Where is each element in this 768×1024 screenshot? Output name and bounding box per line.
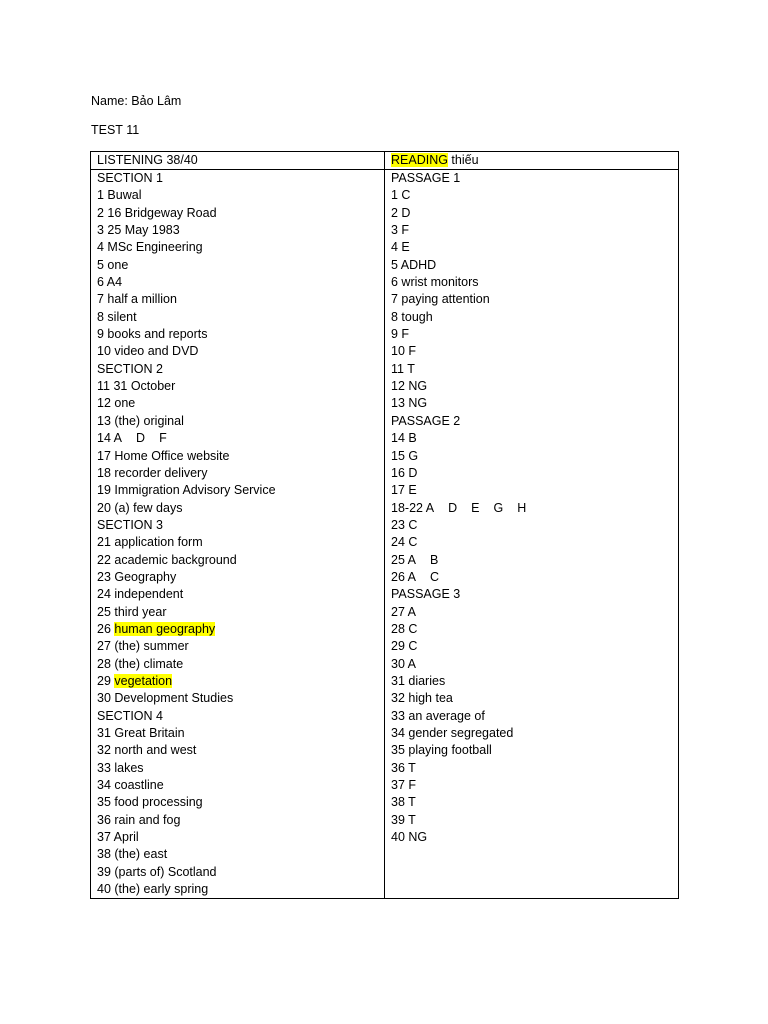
listening-answer-number: 29 <box>97 673 115 688</box>
reading-answer-text: 11 T <box>391 361 415 376</box>
reading-answer-text: 12 NG <box>391 379 428 394</box>
reading-answer-line <box>391 604 672 621</box>
listening-answer-line <box>97 794 378 811</box>
reading-answer-line <box>391 690 672 707</box>
reading-answer-text: 2 D <box>391 205 411 220</box>
listening-answer-line <box>97 222 378 239</box>
reading-answer-text: 30 A <box>391 656 417 671</box>
reading-answer-text: 17 E <box>391 483 417 498</box>
reading-answer-text: 36 T <box>391 760 416 775</box>
listening-answer-text: 39 (parts of) Scotland <box>97 864 217 879</box>
listening-answer-line <box>97 742 378 759</box>
reading-answer-line <box>391 586 672 603</box>
listening-answer-line <box>97 326 378 343</box>
reading-answer-part: 25 A <box>391 552 417 567</box>
reading-answer-part: 18-22 A <box>391 500 435 515</box>
listening-answer-line <box>97 448 378 465</box>
listening-answer-highlighted: vegetation <box>114 673 173 688</box>
listening-answer-line <box>97 361 378 378</box>
listening-answer-text: 20 (a) few days <box>97 500 183 515</box>
listening-answer-line <box>97 517 378 534</box>
student-name: Name: Bảo Lâm <box>91 94 182 108</box>
reading-answer-line <box>391 673 672 690</box>
reading-answer-text: 3 F <box>391 223 410 238</box>
reading-answer-part: E <box>471 500 480 515</box>
listening-answer-text: 3 25 May 1983 <box>97 223 180 238</box>
listening-answer-line <box>97 257 378 274</box>
reading-answer-text: 27 A <box>391 604 417 619</box>
listening-answer-text: 9 books and reports <box>97 327 208 342</box>
listening-answer-line <box>97 430 378 447</box>
listening-answer-line <box>97 812 378 829</box>
listening-answer-line <box>97 274 378 291</box>
listening-answer-text: 11 31 October <box>97 379 176 394</box>
table-body-row <box>91 170 679 899</box>
reading-answer-line <box>391 777 672 794</box>
reading-answer-line <box>391 794 672 811</box>
reading-answer-line <box>391 187 672 204</box>
listening-answer-text: 38 (the) east <box>97 847 168 862</box>
listening-answer-text: 2 16 Bridgeway Road <box>97 205 217 220</box>
listening-answer-text: SECTION 1 <box>97 171 163 185</box>
reading-answer-line <box>391 656 672 673</box>
reading-answer-text: 39 T <box>391 812 416 827</box>
reading-answers-list <box>391 170 672 846</box>
listening-answer-text: 25 third year <box>97 604 167 619</box>
listening-answer-text: 13 (the) original <box>97 413 184 428</box>
reading-answer-line <box>391 725 672 742</box>
listening-answer-line <box>97 395 378 412</box>
listening-answer-line <box>97 777 378 794</box>
listening-answer-line <box>97 656 378 673</box>
reading-header-cell <box>385 152 679 170</box>
reading-answer-line <box>391 205 672 222</box>
listening-answer-line <box>97 465 378 482</box>
listening-answer-text: 23 Geography <box>97 569 177 584</box>
listening-answer-line <box>97 500 378 517</box>
reading-answer-line <box>391 569 672 586</box>
listening-answer-line <box>97 239 378 256</box>
listening-answer-text: 4 MSc Engineering <box>97 240 203 255</box>
reading-answer-text: 35 playing football <box>391 743 492 758</box>
listening-answer-text: 33 lakes <box>97 760 144 775</box>
listening-answer-text: 27 (the) summer <box>97 639 189 654</box>
reading-answer-text: 40 NG <box>391 830 428 845</box>
listening-answer-text: 10 video and DVD <box>97 344 199 359</box>
reading-answer-text: 7 paying attention <box>391 292 490 307</box>
reading-answer-line <box>391 361 672 378</box>
reading-answer-line <box>391 621 672 638</box>
listening-answer-line <box>97 864 378 881</box>
listening-answer-part: D <box>136 431 146 446</box>
listening-answer-line <box>97 309 378 326</box>
reading-answer-text: 28 C <box>391 621 418 636</box>
listening-answer-text: 31 Great Britain <box>97 726 185 740</box>
reading-answer-text: 8 tough <box>391 309 433 324</box>
reading-answer-text: 31 diaries <box>391 673 446 688</box>
listening-answer-line <box>97 690 378 707</box>
listening-answer-line <box>97 552 378 569</box>
reading-answer-part: G <box>493 500 504 515</box>
reading-answer-line <box>391 448 672 465</box>
reading-answer-text: 4 E <box>391 240 410 255</box>
reading-answer-text: 9 F <box>391 327 410 342</box>
listening-answer-line <box>97 881 378 898</box>
listening-answer-line <box>97 187 378 204</box>
reading-answer-line <box>391 378 672 395</box>
listening-answer-text: 19 Immigration Advisory Service <box>97 483 276 498</box>
reading-answer-text: 1 C <box>391 188 411 203</box>
listening-answer-line <box>97 673 378 690</box>
listening-answer-line <box>97 482 378 499</box>
reading-answer-line <box>391 395 672 412</box>
reading-answers-cell <box>385 170 679 899</box>
reading-answer-text: 13 NG <box>391 396 428 411</box>
listening-answer-text: 18 recorder delivery <box>97 465 208 480</box>
listening-answer-number: 26 <box>97 621 115 636</box>
listening-answer-part: 14 A <box>97 431 123 446</box>
listening-answer-line <box>97 205 378 222</box>
reading-answer-text: 10 F <box>391 344 417 359</box>
reading-answer-text: PASSAGE 3 <box>391 587 461 602</box>
listening-answer-text: 30 Development Studies <box>97 691 234 706</box>
reading-answer-line <box>391 552 672 569</box>
listening-answer-line <box>97 291 378 308</box>
listening-answer-text: 35 food processing <box>97 795 203 810</box>
listening-answer-line <box>97 846 378 863</box>
listening-answer-text: 17 Home Office website <box>97 448 230 463</box>
reading-header-note: thiếu <box>447 153 479 167</box>
listening-answer-line <box>97 343 378 360</box>
reading-answer-line <box>391 500 672 517</box>
listening-answer-text: 32 north and west <box>97 743 197 758</box>
listening-answer-highlighted: human geography <box>114 621 216 636</box>
listening-answer-line <box>97 170 378 187</box>
listening-answer-line <box>97 534 378 551</box>
reading-answer-text: PASSAGE 2 <box>391 413 461 428</box>
listening-answer-line <box>97 638 378 655</box>
reading-answer-line <box>391 291 672 308</box>
answer-table <box>90 151 679 899</box>
listening-answer-line <box>97 829 378 846</box>
listening-header: LISTENING 38/40 <box>97 153 198 167</box>
listening-answer-line <box>97 586 378 603</box>
reading-answer-line <box>391 413 672 430</box>
reading-answer-part: B <box>430 552 439 567</box>
reading-answer-text: 37 F <box>391 778 417 793</box>
reading-answer-line <box>391 257 672 274</box>
reading-answer-line <box>391 482 672 499</box>
reading-answer-line <box>391 465 672 482</box>
reading-answer-part: C <box>430 569 440 584</box>
listening-answer-line <box>97 413 378 430</box>
listening-answer-text: SECTION 2 <box>97 361 163 376</box>
reading-answer-part: D <box>448 500 458 515</box>
listening-answer-text: 8 silent <box>97 309 137 324</box>
listening-answer-line <box>97 725 378 742</box>
listening-answer-text: 21 application form <box>97 535 203 550</box>
reading-answer-text: 16 D <box>391 465 418 480</box>
listening-answer-text: 36 rain and fog <box>97 812 181 827</box>
reading-answer-line <box>391 638 672 655</box>
reading-header-highlight: READING <box>391 153 448 167</box>
listening-answer-text: 7 half a million <box>97 292 177 307</box>
reading-answer-text: 38 T <box>391 795 416 810</box>
listening-answer-text: 34 coastline <box>97 778 164 793</box>
reading-answer-text: 23 C <box>391 517 418 532</box>
reading-answer-line <box>391 829 672 846</box>
reading-answer-line <box>391 274 672 291</box>
reading-answer-line <box>391 309 672 326</box>
reading-answer-line <box>391 517 672 534</box>
reading-answer-line <box>391 760 672 777</box>
reading-answer-text: PASSAGE 1 <box>391 171 461 185</box>
listening-answer-line <box>97 708 378 725</box>
listening-answer-text: 5 one <box>97 257 129 272</box>
listening-answer-text: 28 (the) climate <box>97 656 184 671</box>
listening-answer-text: SECTION 3 <box>97 517 163 532</box>
reading-answer-line <box>391 812 672 829</box>
listening-answer-text: 40 (the) early spring <box>97 882 209 897</box>
reading-answer-text: 33 an average of <box>391 708 485 723</box>
reading-answer-text: 15 G <box>391 448 419 463</box>
reading-answer-text: 32 high tea <box>391 691 453 706</box>
reading-answer-line <box>391 430 672 447</box>
listening-answer-line <box>97 760 378 777</box>
reading-answer-line <box>391 239 672 256</box>
listening-answer-text: 22 academic background <box>97 552 237 567</box>
reading-answer-text: 34 gender segregated <box>391 726 514 740</box>
reading-answer-text: 6 wrist monitors <box>391 275 479 290</box>
reading-answer-line <box>391 170 672 187</box>
listening-answer-text: 12 one <box>97 396 136 411</box>
listening-answer-line <box>97 621 378 638</box>
table-header-row <box>91 152 679 170</box>
listening-answer-text: 24 independent <box>97 587 184 602</box>
reading-answer-line <box>391 222 672 239</box>
reading-answer-line <box>391 708 672 725</box>
listening-answer-text: SECTION 4 <box>97 708 163 723</box>
reading-answer-text: 14 B <box>391 431 417 446</box>
reading-answer-line <box>391 326 672 343</box>
listening-answer-text: 6 A4 <box>97 275 123 290</box>
listening-answers-cell <box>91 170 385 899</box>
listening-answer-part: F <box>159 431 167 446</box>
listening-answer-line <box>97 569 378 586</box>
test-title: TEST 11 <box>91 123 140 137</box>
reading-answer-part: 26 A <box>391 569 417 584</box>
reading-answer-part: H <box>517 500 527 515</box>
listening-answer-line <box>97 378 378 395</box>
reading-answer-line <box>391 742 672 759</box>
reading-answer-line <box>391 534 672 551</box>
listening-answer-text: 1 Buwal <box>97 188 142 203</box>
reading-answer-text: 24 C <box>391 535 418 550</box>
listening-header-cell <box>91 152 385 170</box>
reading-answer-line <box>391 343 672 360</box>
reading-answer-text: 5 ADHD <box>391 257 437 272</box>
listening-answer-text: 37 April <box>97 830 139 845</box>
listening-answer-line <box>97 604 378 621</box>
reading-answer-text: 29 C <box>391 639 418 654</box>
listening-answers-list <box>97 170 378 898</box>
